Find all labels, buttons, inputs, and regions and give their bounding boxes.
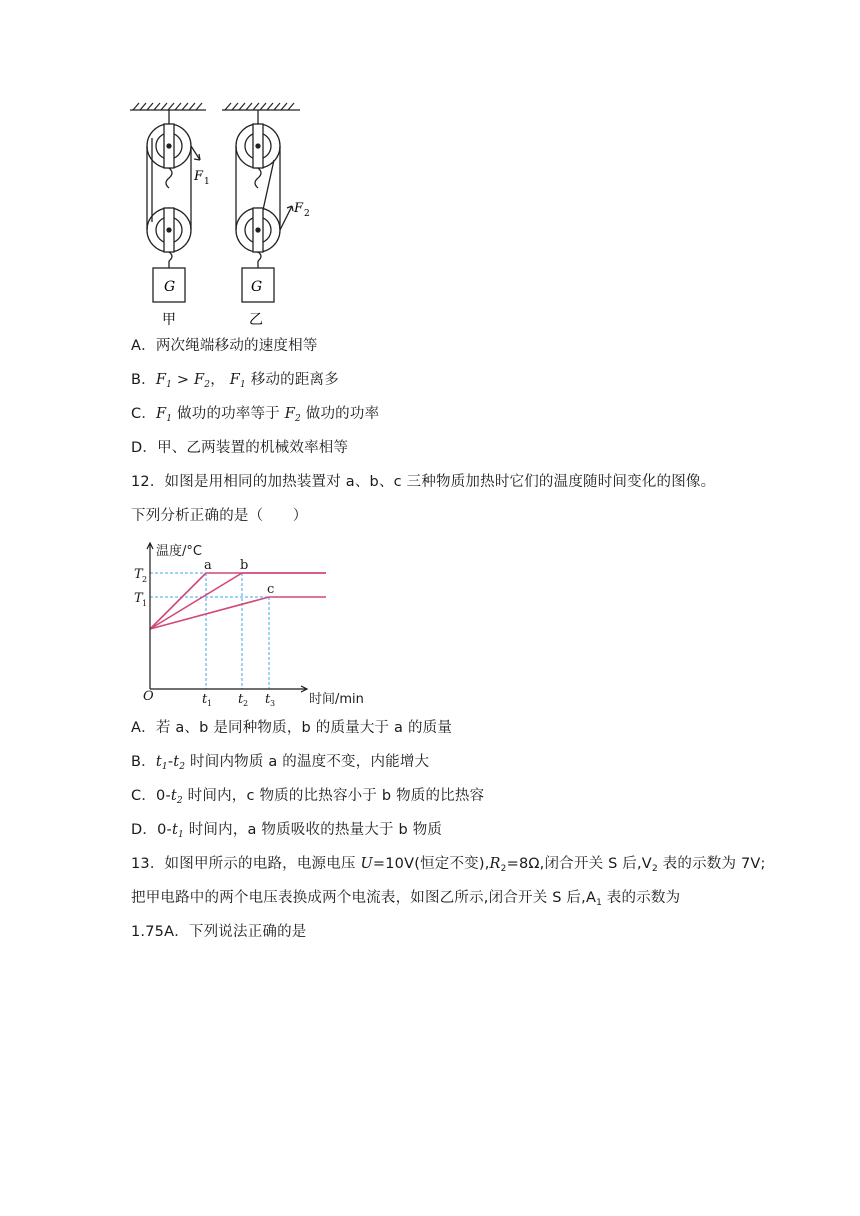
right-pulley-system [236, 110, 293, 302]
q11-b-gt: > [172, 372, 195, 388]
q13-l1-r: R [489, 856, 501, 872]
x-tick-t3-sub: 3 [270, 699, 276, 706]
right-force-label: F [294, 201, 304, 216]
q12-b-t2-sub: 2 [179, 762, 186, 772]
q11-b-f1: F [155, 372, 167, 388]
q13-l1-d: 表的示数为 7V; [657, 856, 766, 872]
q12-stem-line1: 12．如图是用相同的加热装置对 a、b、c 三种物质加热时它们的温度随时间变化的图像。 [131, 474, 716, 490]
q12-b-suffix: 时间内物质 a 的温度不变，内能增大 [185, 754, 430, 770]
q11-option-b [131, 370, 339, 395]
right-force-sub: 2 [304, 209, 310, 219]
q12-stem-line2: 下列分析正确的是（ ） [131, 508, 308, 524]
q11-b-mid: ， [210, 372, 230, 388]
q13-l1-u: U [360, 856, 373, 872]
q13-l1-b: =10V(恒定不变), [372, 856, 490, 872]
q12-b-prefix: B． [131, 754, 156, 770]
left-force-sub: 1 [204, 177, 210, 187]
q12-option-a: A．若 a、b 是同种物质，b 的质量大于 a 的质量 [131, 720, 453, 736]
q11-c-prefix: C． [131, 406, 157, 422]
q11-b-f1b-sub: 1 [240, 380, 246, 390]
q11-c-f2-sub: 2 [295, 414, 301, 424]
q13-l1-r-sub: 2 [500, 864, 507, 874]
y-tick-t1: T [134, 591, 143, 606]
y-tick-t2-sub: 2 [142, 575, 148, 584]
x-tick-t3: t [265, 692, 271, 706]
q11-b-prefix: B． [131, 372, 156, 388]
origin-label: O [143, 689, 154, 704]
left-force-label: F [194, 169, 204, 184]
y-tick-t2: T [134, 567, 143, 582]
q12-d-t1-sub: 1 [177, 830, 184, 840]
q11-c-mid: 做功的功率等于 [172, 406, 285, 422]
q11-option-a: A．两次绳端移动的速度相等 [131, 338, 318, 354]
q11-b-f1b: F [229, 372, 241, 388]
q12-d-t1: t [171, 822, 178, 838]
q12-c-prefix: C．0- [131, 788, 171, 804]
left-ceiling [130, 103, 206, 110]
q11-c-f2: F [284, 406, 296, 422]
q13-l2-b: 表的示数为 [602, 890, 681, 906]
right-caption: 乙 [249, 312, 263, 328]
q13-l2-a: 把甲电路中的两个电压表换成两个电流表，如图乙所示,闭合开关 S 后,A [131, 890, 597, 906]
q12-c-suffix: 时间内，c 物质的比热容小于 b 物质的比热容 [182, 788, 485, 804]
series-a-rise [150, 573, 206, 629]
pulley-figure [124, 98, 334, 334]
q12-c-t2-sub: 2 [176, 796, 183, 806]
q11-option-c [131, 404, 379, 429]
q13-l1-c: =8Ω,闭合开关 S 后,V [506, 856, 652, 872]
q13-l1-v-sub: 2 [651, 864, 658, 874]
x-axis-label: 时间/min [309, 692, 364, 706]
q12-c-t2: t [170, 788, 177, 804]
q11-b-f2: F [194, 372, 205, 388]
q12-b-t2: t [173, 754, 180, 770]
series-c-rise [150, 597, 269, 629]
q11-b-f1-sub: 1 [166, 380, 173, 390]
left-caption: 甲 [162, 312, 176, 328]
left-pulley-system [147, 110, 200, 302]
q13-l2-a-sub: 1 [596, 898, 602, 908]
right-load-label: G [251, 279, 263, 295]
series-c-label: c [267, 582, 275, 597]
q12-option-d [131, 820, 442, 845]
x-tick-t2: t [238, 692, 244, 706]
q11-b-suffix: 移动的距离多 [245, 372, 339, 388]
q11-c-suffix: 做功的功率 [300, 406, 380, 422]
q13-l1-a: 13．如图甲所示的电路，电源电压 [131, 856, 361, 872]
q13-line2 [131, 888, 680, 913]
q13-line3: 1.75A．下列说法正确的是 [131, 924, 307, 940]
series-b-rise [150, 573, 242, 629]
q12-b-t1-sub: 1 [161, 762, 168, 772]
q11-option-d: D．甲、乙两装置的机械效率相等 [131, 440, 349, 456]
y-axis-label: 温度/°C [156, 544, 202, 559]
q12-b-dash: - [167, 754, 174, 770]
x-tick-t1-sub: 1 [207, 699, 213, 706]
series-a-label: a [204, 558, 212, 573]
q11-b-f2-sub: 2 [204, 380, 211, 390]
series-b-label: b [240, 558, 249, 573]
q12-option-b [131, 752, 429, 777]
x-tick-t1: t [202, 692, 208, 706]
q13-line1 [131, 854, 766, 879]
q12-option-c [131, 786, 484, 811]
q12-d-prefix: D．0- [131, 822, 172, 838]
q11-c-f1: F [156, 406, 167, 422]
q12-b-t1: t [155, 754, 162, 770]
left-load-label: G [164, 279, 176, 295]
q11-c-f1-sub: 1 [166, 414, 173, 424]
x-tick-t2-sub: 2 [243, 699, 249, 706]
right-ceiling [222, 103, 300, 110]
q12-d-suffix: 时间内，a 物质吸收的热量大于 b 物质 [183, 822, 443, 838]
y-tick-t1-sub: 1 [142, 599, 148, 608]
temperature-time-chart [126, 536, 376, 706]
